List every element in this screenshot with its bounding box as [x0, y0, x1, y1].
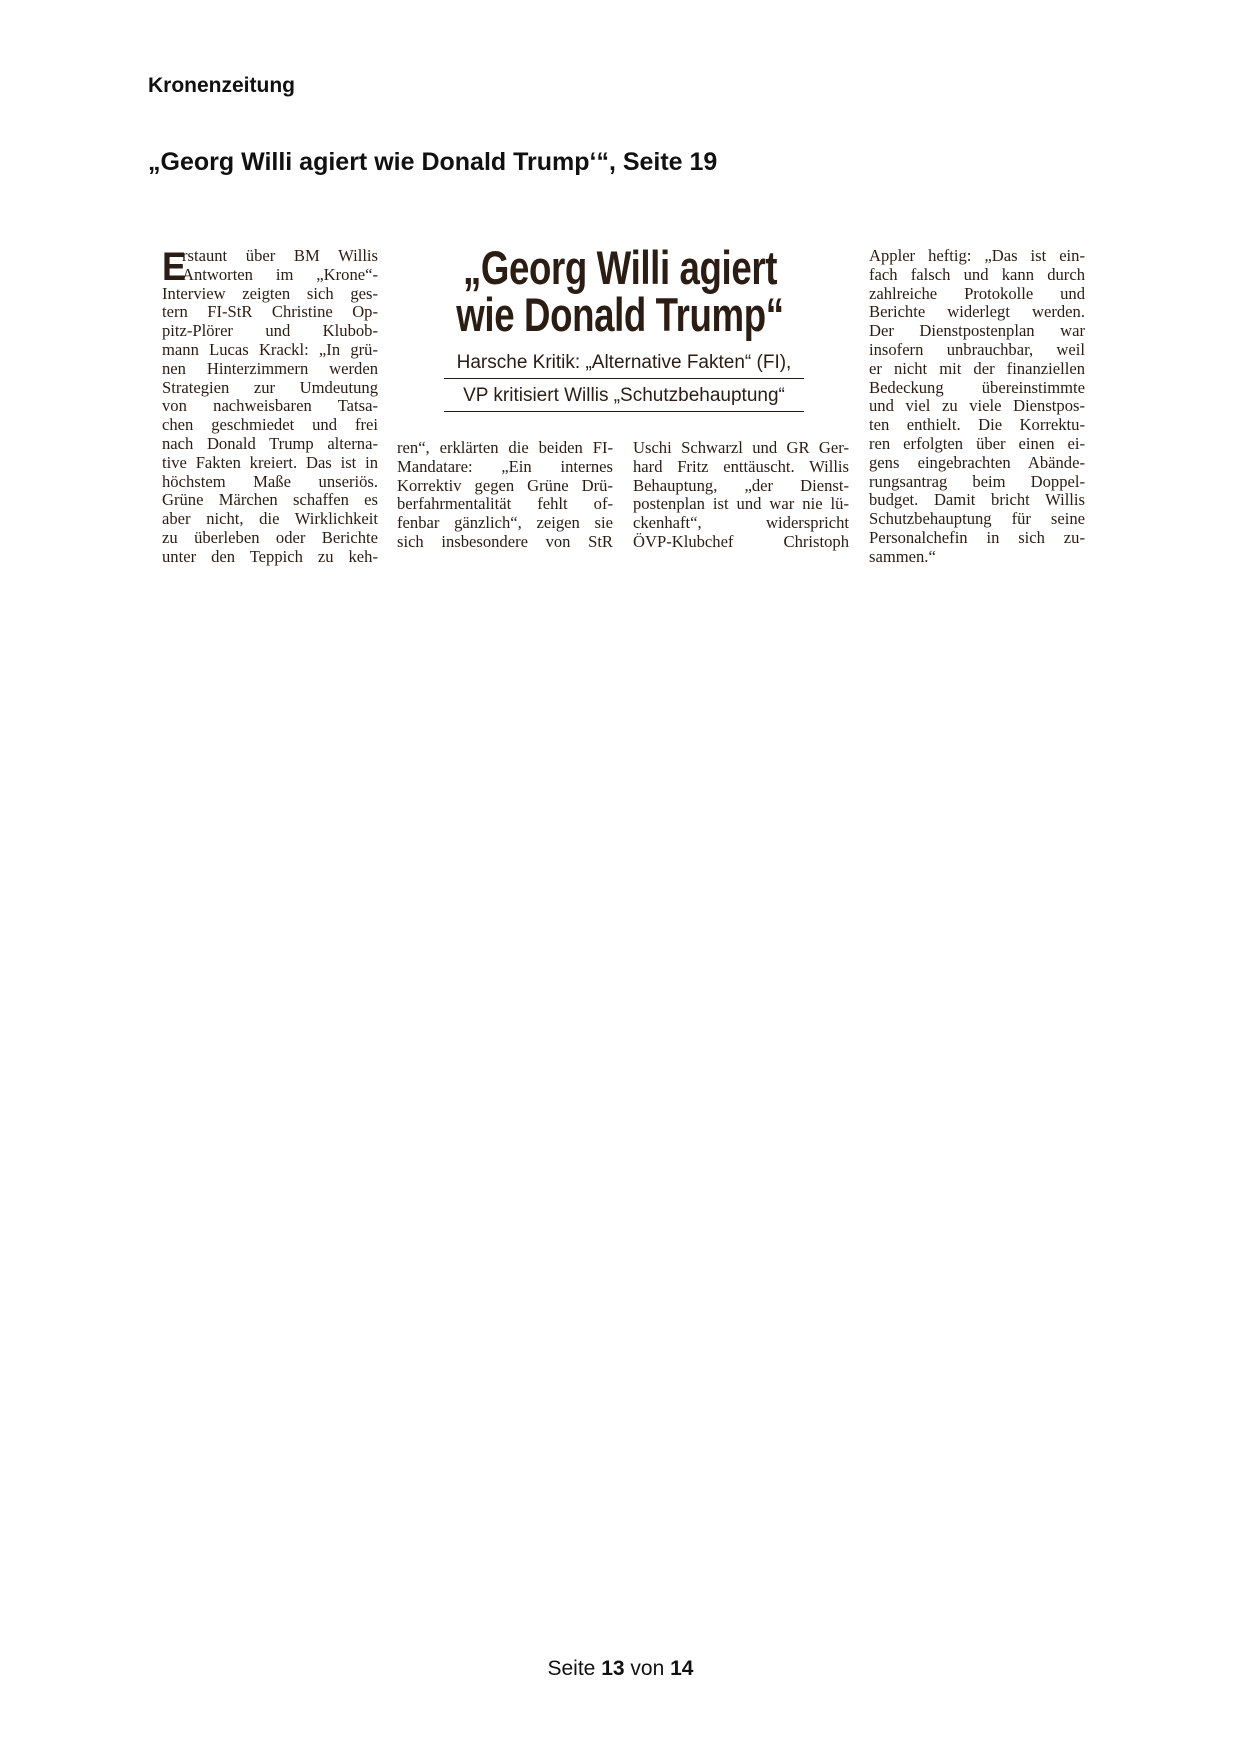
text-line: Personalchefin in sich zu- — [869, 527, 1085, 547]
text-line: insofern unbrauchbar, weil — [869, 339, 1085, 359]
text-line: Schutzbehauptung für seine — [869, 509, 1085, 529]
text-line: ckenhaft“, widerspricht — [633, 513, 849, 533]
article-subheadline: Harsche Kritik: „Alternative Fakten“ (FI), — [444, 352, 804, 379]
text-line: Antworten im „Krone“- — [182, 264, 378, 284]
text-line: fenbar gänzlich“, zeigen sie — [397, 513, 613, 533]
text-line: sich insbesondere von StR — [397, 531, 613, 551]
text-line: Grüne Märchen schaffen es — [162, 490, 378, 510]
text-line: postenplan ist und war nie lü- — [633, 494, 849, 514]
document-title: „Georg Willi agiert wie Donald Trump‘“, Seite 19 — [148, 148, 718, 176]
text-line: rstaunt über BM Willis — [182, 246, 378, 265]
total-pages: 14 — [670, 1657, 694, 1680]
text-line: ren erfolgten über einen ei- — [869, 433, 1085, 453]
text-line: er nicht mit der finanziellen — [869, 358, 1085, 378]
text-line: höchstem Maße unseriös. — [162, 471, 378, 491]
headline-line: „Georg Willi agiert — [462, 241, 778, 294]
page-prefix: Seite — [547, 1657, 596, 1680]
article-column-3 — [633, 439, 849, 552]
text-line: berfahrmentalität fehlt of- — [397, 494, 613, 514]
page-number — [0, 1657, 1241, 1681]
text-line: budget. Damit bricht Willis — [869, 490, 1085, 510]
text-line: zu überleben oder Berichte — [162, 527, 378, 547]
text-line: und viel zu viele Dienstpos- — [869, 396, 1085, 416]
text-line: Berichte widerlegt werden. — [869, 302, 1085, 322]
text-line: Der Dienstpostenplan war — [869, 321, 1085, 341]
text-line: von nachweisbaren Tatsa- — [162, 396, 378, 416]
drop-cap: E — [162, 245, 187, 289]
article-headline — [400, 241, 840, 341]
text-line: zahlreiche Protokolle und — [869, 283, 1085, 303]
text-line: pitz-Plörer und Klubob- — [162, 321, 378, 341]
text-line: sammen.“ — [869, 546, 936, 566]
page-of: von — [630, 1657, 665, 1680]
text-line: nen Hinterzimmern werden — [162, 358, 378, 378]
text-line: Appler heftig: „Das ist ein- — [869, 246, 1085, 265]
article-column-2 — [397, 439, 613, 552]
text-line: rungsantrag beim Doppel- — [869, 471, 1085, 491]
text-line: Mandatare: „Ein internes — [397, 456, 613, 476]
text-line: hard Fritz enttäuscht. Willis — [633, 456, 849, 476]
text-line: chen geschmiedet und frei — [162, 415, 378, 435]
text-line: Strategien zur Umdeutung — [162, 377, 378, 397]
text-line: ÖVP-Klubchef Christoph — [633, 531, 849, 551]
text-line: Interview zeigten sich ges- — [162, 283, 378, 303]
text-line: unter den Teppich zu keh- — [162, 546, 378, 566]
article-column-4 — [869, 247, 1085, 567]
text-line: gens eingebrachten Abände- — [869, 452, 1085, 472]
text-line: aber nicht, die Wirklichkeit — [162, 509, 378, 529]
text-line: fach falsch und kann durch — [869, 264, 1085, 284]
text-line: mann Lucas Krackl: „In grü- — [162, 339, 378, 359]
text-line: ten enthielt. Die Korrektu- — [869, 415, 1085, 435]
text-line: tern FI-StR Christine Op- — [162, 302, 378, 322]
text-line: Uschi Schwarzl und GR Ger- — [633, 438, 849, 457]
text-line: Korrektiv gegen Grüne Drü- — [397, 475, 613, 495]
text-line: Behauptung, „der Dienst- — [633, 475, 849, 495]
article-subheadline: VP kritisiert Willis „Schutzbehauptung“ — [444, 385, 804, 412]
headline-line: wie Donald Trump“ — [456, 288, 784, 341]
source-name: Kronenzeitung — [148, 74, 295, 97]
text-line: tive Fakten kreiert. Das ist in — [162, 452, 378, 472]
text-line: Bedeckung übereinstimmte — [869, 377, 1085, 397]
article-column-1 — [162, 247, 378, 567]
text-line: ren“, erklärten die beiden FI- — [397, 438, 613, 457]
current-page: 13 — [601, 1657, 625, 1680]
text-line: nach Donald Trump alterna- — [162, 433, 378, 453]
